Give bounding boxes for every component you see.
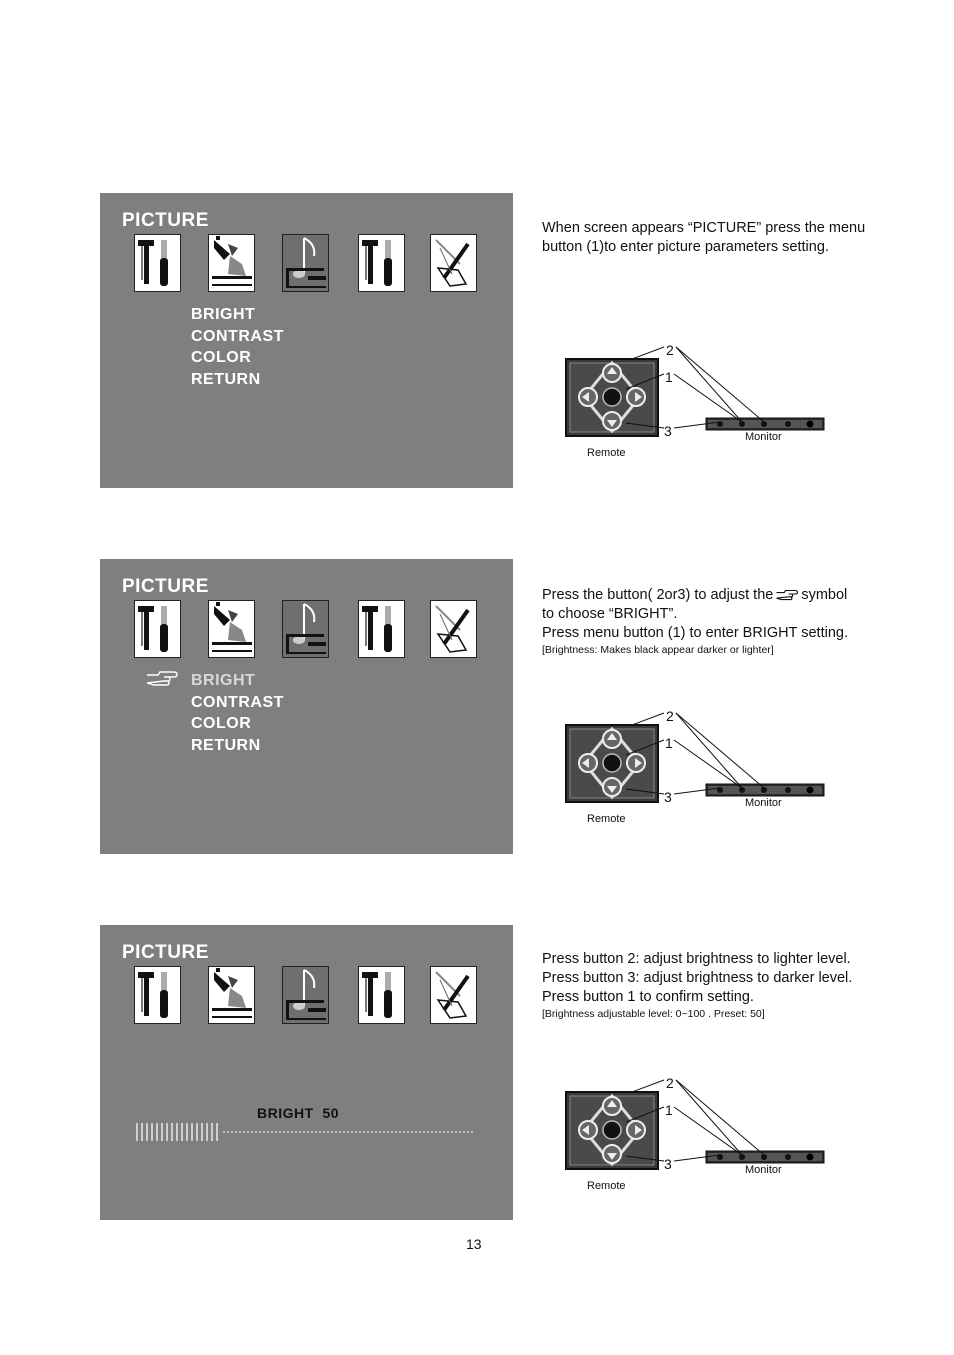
level-dot-empty xyxy=(463,1131,465,1133)
icon-row xyxy=(134,966,484,1026)
instruction-line xyxy=(542,586,848,605)
tools-cross-icon[interactable] xyxy=(430,600,477,658)
level-dot-empty xyxy=(459,1131,461,1133)
remote-monitor-illustration xyxy=(560,709,830,829)
icon-row xyxy=(134,234,484,294)
level-dot-empty xyxy=(267,1131,269,1133)
music-note-icon[interactable] xyxy=(282,966,329,1024)
level-dot-empty xyxy=(247,1131,249,1133)
button-diagram-1 xyxy=(560,343,830,463)
menu-item-return[interactable]: RETURN xyxy=(191,736,261,754)
hammer-screwdriver-icon[interactable] xyxy=(358,966,405,1024)
level-dot-empty xyxy=(411,1131,413,1133)
tools-cross-icon[interactable] xyxy=(430,234,477,292)
page-number: 13 xyxy=(466,1236,482,1252)
menu-item-contrast[interactable]: CONTRAST xyxy=(191,327,284,345)
pointing-hand-icon xyxy=(146,667,178,687)
icon-row xyxy=(134,600,484,660)
level-dot-empty xyxy=(335,1131,337,1133)
osd-panel-3 xyxy=(100,925,513,1220)
level-dot-empty xyxy=(347,1131,349,1133)
level-dot-empty xyxy=(299,1131,301,1133)
level-dot-empty xyxy=(255,1131,257,1133)
callout-2: 2 xyxy=(666,708,674,724)
level-dot-empty xyxy=(431,1131,433,1133)
hammer-screwdriver-icon[interactable] xyxy=(134,966,181,1024)
level-dot-empty xyxy=(383,1131,385,1133)
button-diagram-3 xyxy=(560,1076,830,1196)
satellite-dish-icon[interactable] xyxy=(208,966,255,1024)
hammer-screwdriver-icon[interactable] xyxy=(134,600,181,658)
instruction-text: symbol xyxy=(801,587,848,603)
level-dot-empty xyxy=(395,1131,397,1133)
instruction-line: Press button 1 to confirm setting. xyxy=(542,989,754,1005)
panel-title: PICTURE xyxy=(122,210,209,231)
bright-setting-label: BRIGHT 50 xyxy=(257,1105,340,1121)
level-dot-empty xyxy=(311,1131,313,1133)
instructions-1 xyxy=(542,219,865,257)
menu-item-bright[interactable]: BRIGHT xyxy=(191,672,256,689)
remote-label: Remote xyxy=(587,447,626,459)
level-dot-empty xyxy=(243,1131,245,1133)
music-note-icon[interactable] xyxy=(282,600,329,658)
level-dot-empty xyxy=(271,1131,273,1133)
level-dot-empty xyxy=(223,1131,225,1133)
level-dot-empty xyxy=(419,1131,421,1133)
level-dot-empty xyxy=(391,1131,393,1133)
level-dot-empty xyxy=(451,1131,453,1133)
callout-2: 2 xyxy=(666,342,674,358)
level-dot-empty xyxy=(355,1131,357,1133)
osd-panel-1 xyxy=(100,193,513,488)
level-dot-empty xyxy=(399,1131,401,1133)
level-dot-empty xyxy=(279,1131,281,1133)
panel-title: PICTURE xyxy=(122,942,209,963)
level-dot-empty xyxy=(295,1131,297,1133)
level-dot-empty xyxy=(371,1131,373,1133)
button-diagram-2 xyxy=(560,709,830,829)
level-dot-empty xyxy=(403,1131,405,1133)
callout-2: 2 xyxy=(666,1075,674,1091)
panel-title: PICTURE xyxy=(122,576,209,597)
menu-item-return[interactable]: RETURN xyxy=(191,370,261,388)
level-dot-empty xyxy=(387,1131,389,1133)
level-dot-empty xyxy=(327,1131,329,1133)
level-dot-empty xyxy=(339,1131,341,1133)
picture-menu xyxy=(191,304,284,390)
level-dot-empty xyxy=(259,1131,261,1133)
monitor-label: Monitor xyxy=(745,1164,782,1176)
hammer-screwdriver-icon[interactable] xyxy=(358,234,405,292)
level-dot-empty xyxy=(415,1131,417,1133)
level-dot-empty xyxy=(407,1131,409,1133)
pointing-hand-icon xyxy=(773,587,801,601)
satellite-dish-icon[interactable] xyxy=(208,234,255,292)
level-dot-empty xyxy=(239,1131,241,1133)
menu-item-color[interactable]: COLOR xyxy=(191,715,252,732)
level-dot-empty xyxy=(471,1131,473,1133)
brightness-range-note: [Brightness adjustable level: 0~100 . Preset: 50] xyxy=(542,1008,765,1020)
instruction-text: Press the button( 2or3) to adjust the xyxy=(542,587,774,603)
level-dot-empty xyxy=(315,1131,317,1133)
level-dot-empty xyxy=(367,1131,369,1133)
menu-item-contrast[interactable]: CONTRAST xyxy=(191,693,284,711)
level-dot-empty xyxy=(351,1131,353,1133)
remote-monitor-illustration xyxy=(560,343,830,463)
brightness-level-bar[interactable] xyxy=(136,1121,476,1143)
music-note-icon[interactable] xyxy=(282,234,329,292)
level-dot-empty xyxy=(251,1131,253,1133)
remote-monitor-illustration xyxy=(560,1076,830,1196)
remote-label: Remote xyxy=(587,1180,626,1192)
level-dot-empty xyxy=(439,1131,441,1133)
level-dot-empty xyxy=(319,1131,321,1133)
level-dot-empty xyxy=(287,1131,289,1133)
menu-item-color[interactable]: COLOR xyxy=(191,349,252,366)
tools-cross-icon[interactable] xyxy=(430,966,477,1024)
instruction-line: When screen appears “PICTURE” press the menu xyxy=(542,220,866,236)
remote-label: Remote xyxy=(587,813,626,825)
callout-1: 1 xyxy=(665,1102,673,1118)
level-dot-empty xyxy=(235,1131,237,1133)
callout-1: 1 xyxy=(665,735,673,751)
instructions-3 xyxy=(542,950,852,1021)
brightness-note: [Brightness: Makes black appear darker or lighter] xyxy=(542,644,774,656)
level-dot-empty xyxy=(275,1131,277,1133)
level-dot-empty xyxy=(423,1131,425,1133)
instruction-line: Press button 3: adjust brightness to darker level. xyxy=(542,970,853,986)
satellite-dish-icon[interactable] xyxy=(208,600,255,658)
hammer-screwdriver-icon[interactable] xyxy=(134,234,181,292)
level-dot-empty xyxy=(443,1131,445,1133)
callout-3: 3 xyxy=(664,423,672,439)
instructions-2 xyxy=(542,586,848,657)
menu-item-bright[interactable]: BRIGHT xyxy=(191,306,256,323)
instruction-line: Press menu button (1) to enter BRIGHT setting. xyxy=(542,625,848,641)
instruction-line: button (1)to enter picture parameters setting. xyxy=(542,239,829,255)
level-dot-empty xyxy=(363,1131,365,1133)
level-dot-empty xyxy=(283,1131,285,1133)
level-dot-empty xyxy=(467,1131,469,1133)
level-dot-empty xyxy=(227,1131,229,1133)
callout-3: 3 xyxy=(664,789,672,805)
level-dot-empty xyxy=(303,1131,305,1133)
instruction-line: Press button 2: adjust brightness to lighter level. xyxy=(542,951,851,967)
level-dot-empty xyxy=(427,1131,429,1133)
level-dot-empty xyxy=(435,1131,437,1133)
callout-3: 3 xyxy=(664,1156,672,1172)
monitor-label: Monitor xyxy=(745,431,782,443)
level-dot-empty xyxy=(359,1131,361,1133)
level-dot-empty xyxy=(231,1131,233,1133)
level-dot-empty xyxy=(263,1131,265,1133)
level-dot-empty xyxy=(375,1131,377,1133)
level-dot-empty xyxy=(455,1131,457,1133)
picture-menu xyxy=(191,670,284,756)
level-dot-empty xyxy=(307,1131,309,1133)
level-dot-empty xyxy=(379,1131,381,1133)
callout-1: 1 xyxy=(665,369,673,385)
monitor-label: Monitor xyxy=(745,797,782,809)
level-dot-empty xyxy=(331,1131,333,1133)
level-dot-empty xyxy=(323,1131,325,1133)
level-dot-empty xyxy=(343,1131,345,1133)
level-dot-empty xyxy=(447,1131,449,1133)
osd-panel-2 xyxy=(100,559,513,854)
level-dot-empty xyxy=(291,1131,293,1133)
hammer-screwdriver-icon[interactable] xyxy=(358,600,405,658)
instruction-line: to choose “BRIGHT”. xyxy=(542,606,678,622)
